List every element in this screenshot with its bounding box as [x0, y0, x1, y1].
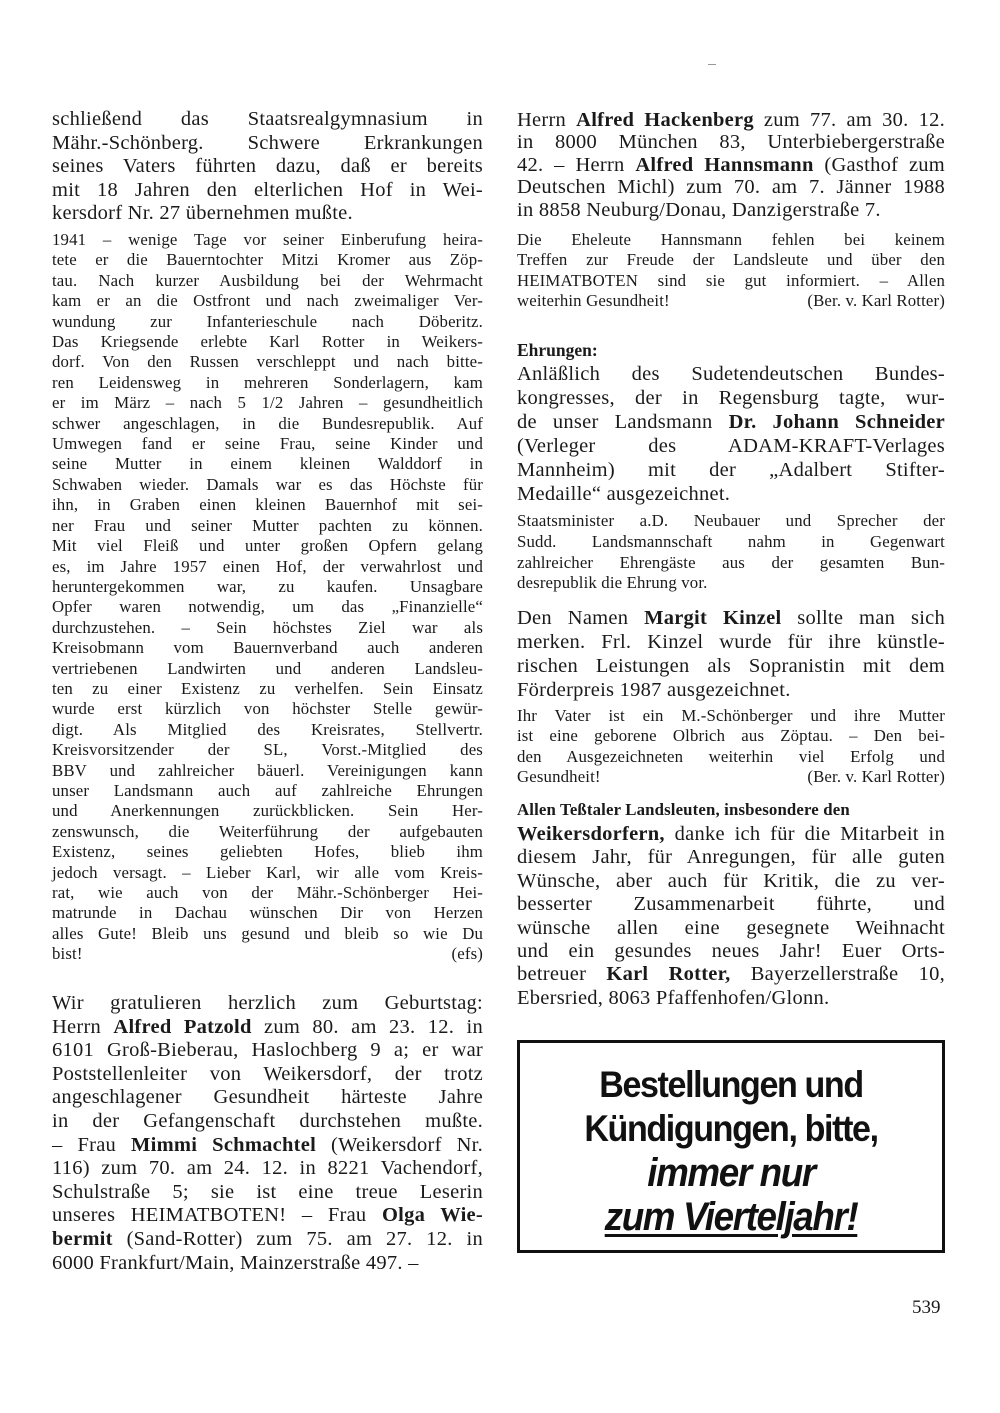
text-segment: sollte man sich — [781, 607, 945, 629]
text-segment: bist! — [52, 944, 83, 964]
bold-name: Olga Wie- — [381, 1204, 483, 1227]
subscription-notice-box — [517, 1040, 945, 1253]
text-line: Kreisobmann vom Bauernverband auch anderen — [52, 638, 483, 658]
text-line: schließend das Staatsrealgymnasium in — [52, 108, 483, 130]
bold-name: Alfred Patzold — [113, 1015, 252, 1038]
text-line — [517, 823, 945, 846]
notice-line-1: Bestellungen und — [599, 1064, 863, 1105]
text-line: alles Gute! Bleib uns gesund und bleib so wie Du — [52, 923, 483, 943]
text-line: Ihr Vater ist ein M.-Schönberger und ihre Mutter — [517, 706, 945, 725]
text-line — [517, 109, 945, 131]
text-line: ren Leidensweg in mehreren Sonderlagern, kam — [52, 372, 483, 392]
text-line: tete er die Bauerntochter Mitzi Kromer aus Zöp- — [52, 250, 483, 270]
text-line: 6101 Groß-Bieberau, Haslochberg 9 a; er war — [52, 1039, 483, 1062]
text-line: Opfer waren notwendig, um das „Finanzielle“ — [52, 597, 483, 617]
text-line — [517, 963, 945, 986]
text-line: diesem Jahr, für Anregungen, für alle guten — [517, 846, 945, 869]
text-line: durchzustehen. – Sein höchstes Ziel war als — [52, 617, 483, 637]
text-line: seines Vaters führten dazu, daß er bereits — [52, 155, 483, 178]
bold-name: Mimmi Schmachtel — [131, 1133, 317, 1156]
text-line: 1941 – wenige Tage vor seiner Einberufung heira- — [52, 230, 483, 249]
paragraph-schneider — [517, 362, 945, 506]
text-line: besserter Zusammenarbeit führte, und — [517, 893, 945, 916]
text-line — [517, 291, 945, 311]
text-segment: danke ich für die Mitarbeit in — [664, 823, 945, 845]
text-line: dorf. Von den Russen verschleppt und nach bitte- — [52, 352, 483, 372]
paragraph-thanks — [517, 823, 945, 1010]
text-line — [517, 767, 945, 787]
text-segment: – Frau — [52, 1133, 132, 1156]
text-line: kersdorf Nr. 27 übernehmen mußte. — [52, 202, 353, 225]
text-segment: (Gasthof zum — [813, 153, 946, 176]
text-line: Mähr.-Schönberg. Schwere Erkrankungen — [52, 131, 483, 154]
text-line: Kreisvorsitzender der SL, Vorst.-Mitglied des — [52, 740, 483, 760]
text-segment: zum 77. am 30. 12. — [753, 109, 945, 131]
text-line: kam er an die Ostfront und nach zweimaliger Ver- — [52, 291, 483, 311]
text-line — [52, 1228, 483, 1252]
text-line: rat, wie auch von der Mähr.-Schönberger Hei- — [52, 883, 483, 902]
text-line: ihn, in Graben einen kleinen Bauernhof mit sei- — [52, 495, 483, 515]
text-line: Sudd. Landsmannschaft nahm in Gegenwart — [517, 531, 945, 551]
text-segment: de unser Landsmann — [517, 411, 729, 433]
scan-mark — [708, 64, 716, 65]
text-line: Schwaben wieder. Damals war es das Höchste für — [52, 474, 483, 494]
text-line: HEIMATBOTEN sind sie gut informiert. – Allen — [517, 270, 945, 290]
text-segment: Bayerzellerstraße 10, — [730, 963, 945, 986]
text-line: er im März – nach 5 1/2 Jahren – gesundheitlich — [52, 393, 483, 413]
text-line: Das Kriegsende erlebte Karl Rotter in Weikers- — [52, 332, 483, 352]
text-line — [52, 1134, 483, 1158]
text-segment: betreuer — [517, 963, 607, 986]
text-line: 6000 Frankfurt/Main, Mainzerstraße 497. – — [52, 1251, 419, 1274]
bold-name: Margit Kinzel — [644, 607, 782, 629]
text-line: und ein gesundes neues Jahr! Euer Orts- — [517, 940, 945, 963]
paragraph-ceremony — [517, 511, 945, 594]
text-line: Poststellenleiter von Weikersdorf, der trotz — [52, 1062, 483, 1085]
text-line: heruntergekommen war, zu kaufen. Unsagbare — [52, 576, 483, 596]
attribution: (Ber. v. Karl Rotter) — [807, 291, 945, 311]
text-line: (Verleger des ADAM-KRAFT-Verlages — [517, 435, 945, 457]
text-line: Existenz, seines geliebten Hofes, blieb ihm — [52, 842, 483, 862]
text-line: es, im Jahre 1957 einen Hof, der verwahrlost und — [52, 556, 483, 576]
text-line: Deutschen Michl) zum 70. am 7. Jänner 1988 — [517, 176, 945, 199]
text-line: Förderpreis 1987 ausgezeichnet. — [517, 679, 791, 701]
page-number: 539 — [912, 1297, 941, 1318]
text-line: Schulstraße 5; sie ist eine treue Leserin — [52, 1180, 483, 1203]
bold-name: Alfred Hackenberg — [576, 109, 754, 131]
text-line: und Anerkennungen zurückblicken. Sein Her- — [52, 801, 483, 821]
paragraph-thanks-lead — [517, 800, 945, 820]
text-line: mit 18 Jahren den elterlichen Hof in Wei- — [52, 178, 483, 201]
text-line — [517, 410, 945, 434]
text-line: Wünsche, aber auch für Kritik, die zu ver- — [517, 869, 945, 892]
text-segment: weiterhin Gesundheit! — [517, 291, 670, 311]
bold-name: Dr. Johann Schneider — [728, 411, 945, 433]
text-line: Mit viel Fleiß und unter großen Opfern gelang — [52, 536, 483, 556]
text-line: in 8000 München 83, Unterbiebergerstraße — [517, 131, 945, 154]
text-line — [52, 1204, 483, 1228]
text-line: Mannheim) mit der „Adalbert Stifter- — [517, 459, 945, 481]
notice-line-4: zum Vierteljahr! — [604, 1195, 858, 1239]
text-line: Die Eheleute Hannsmann fehlen bei keinem — [517, 230, 945, 249]
text-line: schwer angeschlagen, in die Bundesrepublik. Auf — [52, 413, 483, 433]
paragraph-biography — [52, 230, 483, 965]
text-line — [52, 1016, 483, 1040]
text-line: zenswunsch, die Weiterführung der aufgebauten — [52, 821, 483, 841]
text-segment: unseres HEIMATBOTEN! – Frau — [52, 1204, 382, 1227]
text-line: rischen Leistungen als Sopranistin mit dem — [517, 655, 945, 677]
text-segment: (Sand-Rotter) zum 75. am 27. 12. in — [112, 1227, 483, 1250]
paragraph-birthdays-cont — [517, 109, 945, 221]
text-line — [517, 800, 945, 820]
text-line: seine Mutter in einem kleinen Walddorf in — [52, 454, 483, 474]
notice-line-2: Kündigungen, bitte, — [584, 1108, 878, 1149]
bold-name: Karl Rotter, — [606, 963, 731, 986]
text-line: matrunde in Dachau wünschen Dir von Herzen — [52, 903, 483, 923]
attribution: (efs) — [451, 944, 483, 964]
text-line: Treffen zur Freude der Landsleute und über den — [517, 250, 945, 270]
text-line: digt. Als Mitglied des Kreisrates, Stellvertr. — [52, 719, 483, 739]
text-line: jedoch versagt. – Lieber Karl, wir alle vom Kreis- — [52, 862, 483, 882]
text-line: Medaille“ ausgezeichnet. — [517, 483, 731, 505]
text-segment: zum 80. am 23. 12. in — [251, 1015, 483, 1038]
text-segment: Herrn — [52, 1015, 114, 1038]
text-segment: Gesundheit! — [517, 767, 601, 787]
text-line: zahlreicher Ehrengäste aus der gesamten Bun- — [517, 552, 945, 572]
text-line: in der Gefangenschaft durchstehen mußte. — [52, 1109, 483, 1132]
text-line: ner Frau und seiner Mutter pachten zu können. — [52, 515, 483, 535]
text-line: unser Landsmann auch auf zahlreiche Ehrungen — [52, 780, 483, 800]
text-line — [517, 606, 945, 630]
text-line: wünsche allen eine gesegnete Weihnacht — [517, 916, 945, 939]
text-line: BBV und zahlreicher bäuerl. Vereinigungen kann — [52, 760, 483, 780]
paragraph-hannsmann — [517, 230, 945, 312]
text-line: wurde erst kürzlich von höchster Stelle gewür- — [52, 699, 483, 719]
bold-name: Alfred Hannsmann — [635, 153, 814, 176]
text-line: angeschlagener Gesundheit härteste Jahre — [52, 1086, 483, 1109]
paragraph-kinzel-family — [517, 706, 945, 788]
text-line — [517, 154, 945, 176]
text-line: Ebersried, 8063 Pfaffenhofen/Glonn. — [517, 986, 830, 1009]
text-line: kongresses, der in Regensburg tagte, wur- — [517, 387, 945, 409]
attribution: (Ber. v. Karl Rotter) — [807, 767, 945, 787]
paragraph-birthdays — [52, 992, 483, 1275]
text-line: ten zu einer Existenz zu verhelfen. Sein Einsatz — [52, 678, 483, 698]
text-line: 116) zum 70. am 24. 12. in 8221 Vachendorf, — [52, 1157, 483, 1180]
text-line: wundung zur Infanterieschule nach Döberitz. — [52, 311, 483, 331]
text-line: vertriebenen Landwirten und anderen Landsleu- — [52, 658, 483, 678]
heading-ehrungen: Ehrungen: — [517, 340, 598, 360]
text-line: Staatsminister a.D. Neubauer und Sprecher der — [517, 511, 945, 530]
text-line: den Ausgezeichneten weiterhin viel Erfolg und — [517, 746, 945, 766]
bold-name: Allen Teßtaler Landsleuten, insbesondere den — [517, 800, 850, 819]
paragraph-kinzel — [517, 606, 945, 702]
text-line: Wir gratulieren herzlich zum Geburtstag: — [52, 992, 483, 1014]
notice-line-3: immer nur — [647, 1151, 815, 1195]
text-line: Umwegen fand er seine Frau, seine Kinder und — [52, 434, 483, 454]
text-line: merken. Frl. Kinzel wurde für ihre künstle- — [517, 631, 945, 653]
text-line: ist eine geborene Olbrich aus Zöptau. – Den bei- — [517, 726, 945, 746]
text-line — [52, 944, 483, 964]
text-segment: Herrn — [517, 109, 577, 131]
text-segment: (Weikersdorf Nr. — [316, 1133, 484, 1156]
paragraph-school — [52, 108, 483, 226]
text-segment: Den Namen — [517, 607, 645, 629]
bold-name: Weikersdorfern, — [517, 823, 665, 845]
text-line: tau. Nach kurzer Ausbildung bei der Wehrmacht — [52, 270, 483, 290]
text-line: desrepublik die Ehrung vor. — [517, 573, 708, 593]
text-segment: 42. – Herrn — [517, 153, 636, 176]
text-line: in 8858 Neuburg/Donau, Danzigerstraße 7. — [517, 198, 881, 221]
text-line: Anläßlich des Sudetendeutschen Bundes- — [517, 363, 945, 385]
bold-name: bermit — [52, 1227, 113, 1250]
